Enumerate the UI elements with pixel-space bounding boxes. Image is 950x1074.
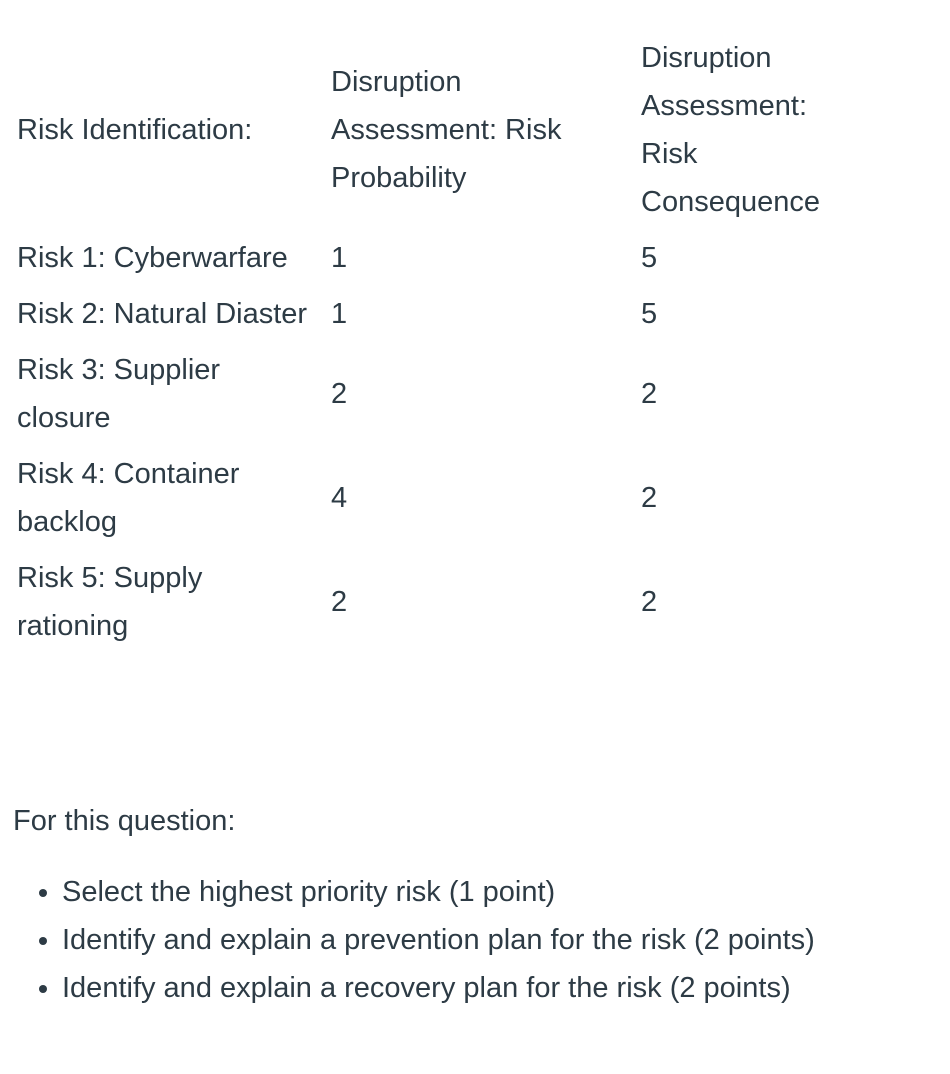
header-risk-identification: Risk Identification: [17,114,253,146]
table-row [10,550,868,654]
risk-consequence: 5 [641,298,658,330]
table-row [10,342,868,446]
list-item: • Identify and explain a recovery plan for the risk (2 points) [62,964,815,1012]
risk-consequence: 2 [641,586,658,618]
risk-probability: 4 [331,482,348,514]
risk-name: Risk 4: Container backlog [17,458,240,538]
risk-consequence: 2 [641,482,658,514]
header-risk-probability: Disruption Assessment: Risk Probability [331,66,562,194]
risk-name: Risk 2: Natural Diaster [17,298,308,330]
list-item: • Identify and explain a prevention plan for the risk (2 points) [62,916,815,964]
risk-name: Risk 3: Supplier closure [17,354,221,434]
risk-probability: 1 [331,298,348,330]
table-row [10,286,868,342]
risk-name: Risk 1: Cyberwarfare [17,242,288,274]
table-row [10,446,868,550]
list-item: • Select the highest priority risk (1 point) [62,868,815,916]
task-list [22,868,815,1012]
risk-probability: 2 [331,378,348,410]
risk-consequence: 2 [641,378,658,410]
risk-name: Risk 5: Supply rationing [17,562,203,642]
header-risk-consequence: Disruption Assessment: Risk Consequence [641,42,820,218]
risk-assessment-table [10,30,868,654]
table-header-row [10,30,868,230]
risk-probability: 1 [331,242,348,274]
question-intro: For this question: [13,805,236,837]
risk-probability: 2 [331,586,348,618]
table-row [10,230,868,286]
risk-consequence: 5 [641,242,658,274]
